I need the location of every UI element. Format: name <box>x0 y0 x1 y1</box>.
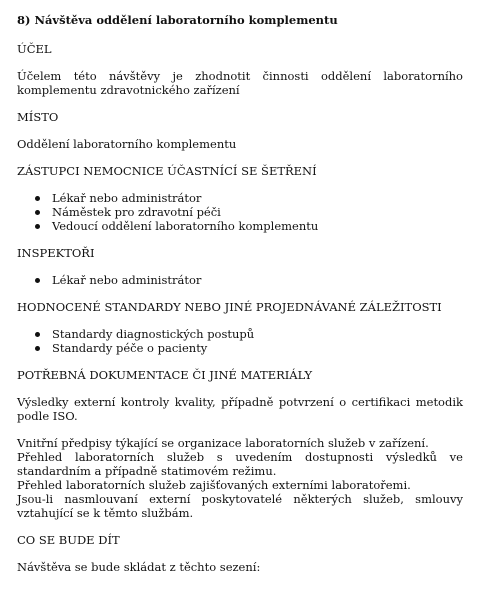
list-item <box>35 191 463 205</box>
section-heading-dokumentace: POTŘEBNÁ DOKUMENTACE ČI JINÉ MATERIÁLY <box>17 368 313 382</box>
section-text-dokumentace-1: Výsledky externí kontroly kvality, případně potvrzení o certifikaci metodik podle ISO. <box>17 395 463 423</box>
bullet-icon <box>35 346 40 351</box>
section-heading-cosebudedit: CO SE BUDE DÍT <box>17 533 120 547</box>
bullet-icon <box>35 332 40 337</box>
list-item <box>35 341 463 355</box>
dokumentace-line: Přehled laboratorních služeb s uvedením dostupnosti výsledků ve standardním a případně statimovém režimu. <box>17 450 463 478</box>
section-text-cosebudedit: Návštěva se bude skládat z těchto sezení: <box>17 560 261 574</box>
dokumentace-list-block <box>17 436 463 520</box>
document-page <box>17 13 463 587</box>
section-heading-standardy: HODNOCENÉ STANDARDY NEBO JINÉ PROJEDNÁVANÉ ZÁLEŽITOSTI <box>17 300 442 314</box>
list-item-label: Lékař nebo administrátor <box>52 273 202 287</box>
document-title: 8) Návštěva oddělení laboratorního komplementu <box>17 13 338 27</box>
dokumentace-line: Přehled laboratorních služeb zajišťovaných externími laboratořemi. <box>17 478 411 492</box>
dokumentace-line: Vnitřní předpisy týkající se organizace laboratorních služeb v zařízení. <box>17 436 429 450</box>
list-item <box>35 327 463 341</box>
list-item <box>35 273 463 287</box>
list-item <box>35 219 463 233</box>
list-zastupci <box>17 191 463 233</box>
section-text-ucel: Účelem této návštěvy je zhodnotit činnosti oddělení laboratorního komplementu zdravotnického zařízení <box>17 69 463 97</box>
list-item-label: Standardy péče o pacienty <box>52 341 208 355</box>
list-item-label: Vedoucí oddělení laboratorního komplementu <box>52 219 319 233</box>
bullet-icon <box>35 224 40 229</box>
bullet-icon <box>35 210 40 215</box>
section-heading-zastupci: ZÁSTUPCI NEMOCNICE ÚČASTNÍCÍ SE ŠETŘENÍ <box>17 164 317 178</box>
section-text-misto: Oddělení laboratorního komplementu <box>17 137 237 151</box>
list-item-label: Lékař nebo administrátor <box>52 191 202 205</box>
bullet-icon <box>35 278 40 283</box>
section-heading-inspektori: INSPEKTOŘI <box>17 246 95 260</box>
bullet-icon <box>35 196 40 201</box>
dokumentace-line: Jsou-li nasmlouvaní externí poskytovatelé některých služeb, smlouvy vztahující se k těmto službám. <box>17 492 463 520</box>
list-inspektori <box>17 273 463 287</box>
list-item <box>35 205 463 219</box>
section-heading-misto: MÍSTO <box>17 110 59 124</box>
list-item-label: Náměstek pro zdravotní péči <box>52 205 221 219</box>
list-item-label: Standardy diagnostických postupů <box>52 327 255 341</box>
list-standardy <box>17 327 463 355</box>
section-heading-ucel: ÚČEL <box>17 42 52 56</box>
